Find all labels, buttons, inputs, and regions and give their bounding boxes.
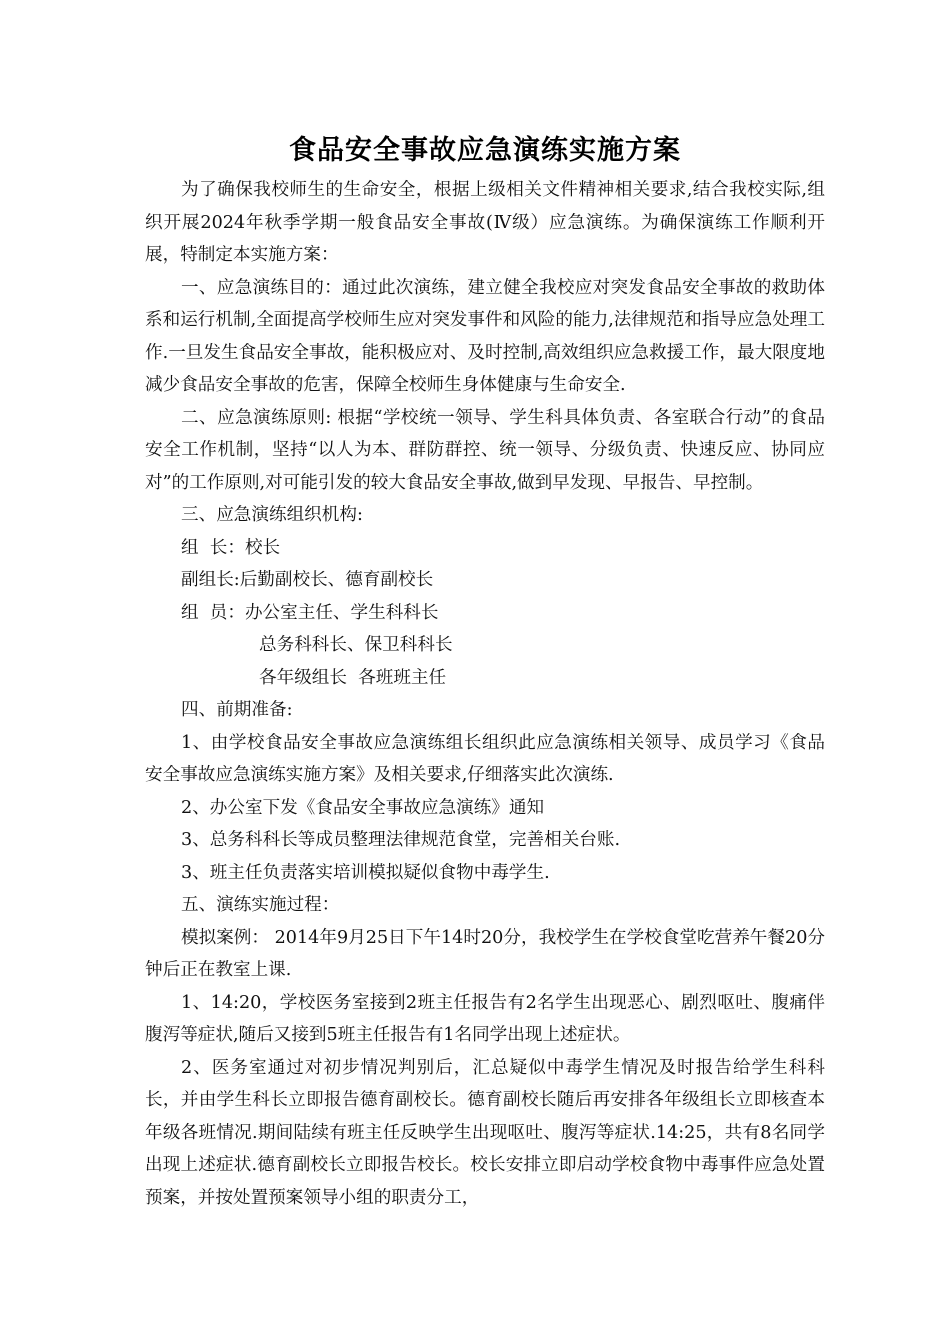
section-preparation-heading: 四、前期准备: [181,700,293,720]
section-purpose: 一、应急演练目的：通过此次演练，建立健全我校应对突发食品安全事故的救助体系和运行机制,全面提高学校师生应对突发事件和风险的能力,法律规范和指导应急处理工作.一旦发生食品安全事故，能积极应对、及时控制,高效组织应急救援工作，最大限度地减少食品安全事故的危害，保障全校师生身体健康与生命安全. [145,277,825,395]
section-principles: 二、应急演练原则: 根据“学校统一领导、学生科具体负责、各室联合行动”的食品安全工作机制，坚持“以人为本、群防群控、统一领导、分级负责、快速反应、协同应对”的工作原则,对可能引发的较大食品安全事故,做到早发现、早报告、早控制。 [145,407,825,493]
section-organization-heading: 三、应急演练组织机构: [181,505,363,525]
process-step-2: 2、医务室通过对初步情况判别后，汇总疑似中毒学生情况及时报告给学生科科长，并由学生科长立即报告德育副校长。德育副校长随后再安排各年级组长立即核查本年级各班情况.期间陆续有班主任反映学生出现呕吐、腹泻等症状.14:25，共有8名同学出现上述症状.德育副校长立即报告校长。校长安排立即启动学校食物中毒事件应急处置预案，并按处置预案领导小组的职责分工， [145,1057,825,1208]
org-deputy-leader: 副组长:后勤副校长、德育副校长 [181,570,434,590]
section-process-heading: 五、演练实施过程： [181,895,340,915]
document-content [145,174,825,1214]
process-step-1: 1、14:20，学校医务室接到2班主任报告有2名学生出现恶心、剧烈呕吐、腹痛伴腹泻等症状,随后又接到5班主任报告有1名同学出现上述症状。 [145,992,825,1045]
org-members-continued-2: 各年级组长 各班班主任 [259,667,447,688]
preparation-item-2: 2、办公室下发《食品安全事故应急演练》通知 [181,797,545,818]
org-leader: 组 长：校长 [181,537,281,558]
document-body [145,128,825,1214]
preparation-item-1: 1、由学校食品安全事故应急演练组长组织此应急演练相关领导、成员学习《食品安全事故应急演练实施方案》及相关要求,仔细落实此次演练. [145,732,825,785]
preparation-item-4: 3、班主任负责落实培训模拟疑似食物中毒学生. [181,862,550,883]
preparation-item-3: 3、总务科科长等成员整理法律规范食堂，完善相关台账. [181,830,621,850]
document-title: 食品安全事故应急演练实施方案 [289,135,681,166]
intro-paragraph: 为了确保我校师生的生命安全，根据上级相关文件精神相关要求,结合我校实际,组织开展2024年秋季学期一般食品安全事故(Ⅳ级）应急演练。为确保演练工作顺利开展，特制定本实施方案： [145,180,825,265]
org-members-continued-1: 总务科科长、保卫科科长 [259,635,453,655]
org-members: 组 员：办公室主任、学生科科长 [181,602,439,623]
simulated-case: 模拟案例： 2014年9月25日下午14时20分，我校学生在学校食堂吃营养午餐20分钟后正在教室上课. [145,927,825,980]
